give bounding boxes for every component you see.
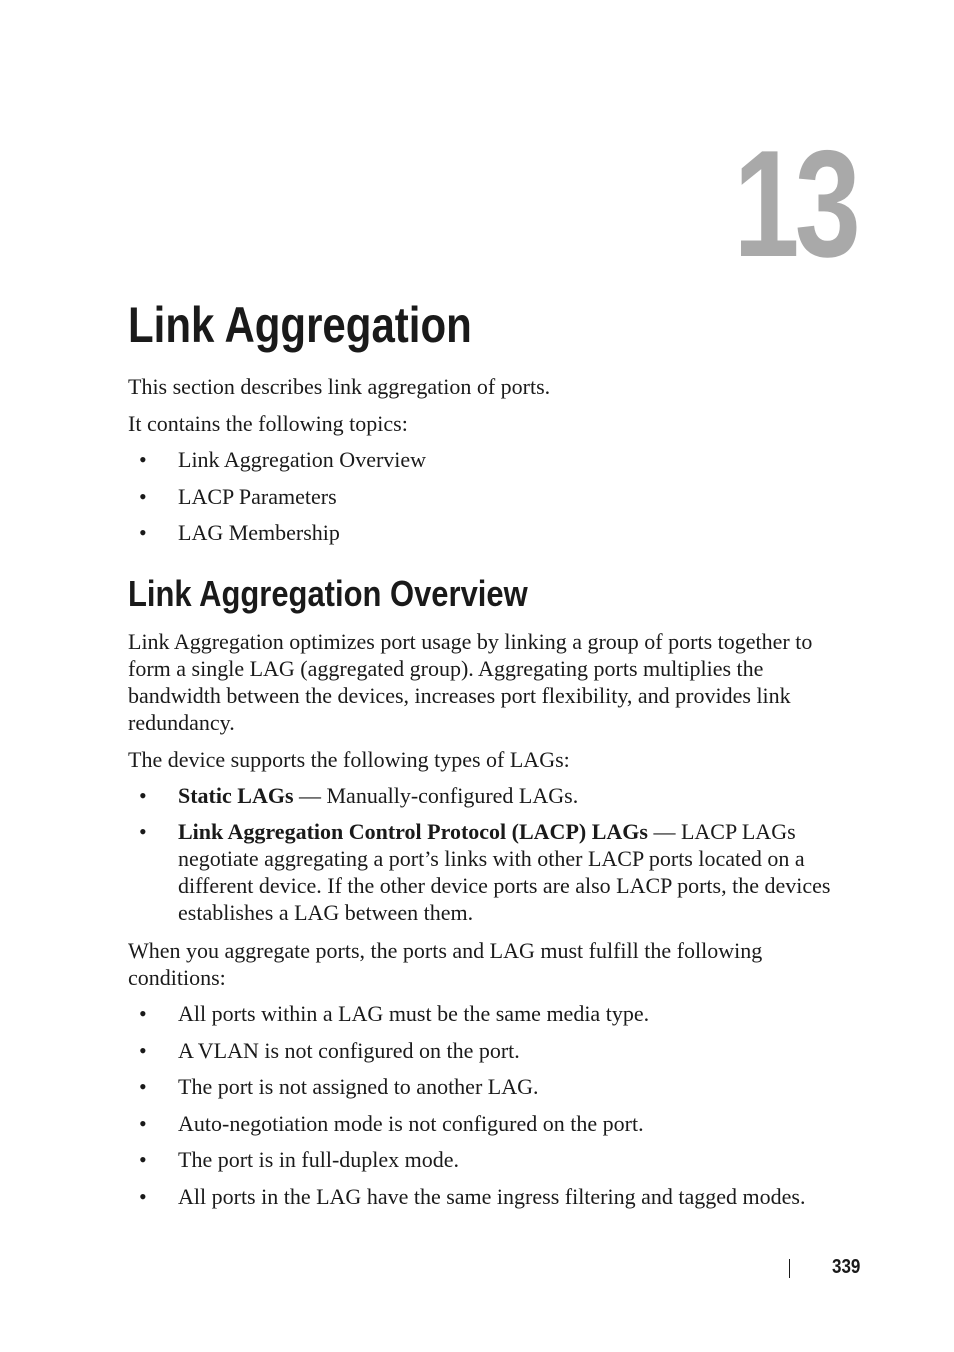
- lag-type-separator: —: [293, 783, 327, 808]
- topics-lead: It contains the following topics:: [128, 411, 408, 436]
- bullet-icon: •: [139, 1183, 147, 1209]
- list-item: [128, 483, 858, 510]
- condition-text: All ports within a LAG must be the same media type.: [178, 1001, 650, 1026]
- lag-types-list: [128, 782, 858, 935]
- list-item: [128, 1037, 858, 1064]
- list-item: [128, 1183, 858, 1210]
- bullet-icon: •: [139, 783, 147, 808]
- bullet-icon: •: [139, 520, 147, 545]
- bullet-icon: •: [139, 447, 147, 472]
- lag-types-lead: The device supports the following types of LAGs:: [128, 747, 570, 772]
- lag-type-term: Link Aggregation Control Protocol (LACP) LAGs: [178, 819, 648, 844]
- list-item: [128, 1110, 858, 1137]
- list-item: [128, 1000, 858, 1027]
- lag-type-separator: —: [647, 819, 681, 844]
- intro-description: This section describes link aggregation of ports.: [128, 374, 551, 399]
- section-heading: Link Aggregation Overview: [128, 573, 528, 614]
- condition-text: The port is in full-duplex mode.: [178, 1147, 460, 1172]
- list-item: [128, 1146, 858, 1173]
- list-item: [128, 1073, 858, 1100]
- list-item: [128, 782, 858, 809]
- bullet-icon: •: [139, 1110, 147, 1136]
- condition-text: All ports in the LAG have the same ingress filtering and tagged modes.: [178, 1183, 806, 1209]
- lag-type-description: Manually-configured LAGs.: [326, 783, 579, 808]
- condition-text: The port is not assigned to another LAG.: [178, 1074, 539, 1099]
- topics-list: [128, 446, 858, 556]
- bullet-icon: •: [139, 1074, 147, 1099]
- condition-text: Auto-negotiation mode is not configured on the port.: [178, 1110, 644, 1136]
- lag-type-term: Static LAGs: [178, 783, 294, 808]
- chapter-title: Link Aggregation: [128, 297, 472, 353]
- footer-divider: [789, 1259, 790, 1278]
- bullet-icon: •: [139, 1037, 147, 1063]
- bullet-icon: •: [139, 483, 147, 509]
- bullet-icon: •: [139, 1001, 147, 1026]
- page-number: 339: [831, 1256, 860, 1278]
- chapter-number: 13: [733, 119, 856, 289]
- condition-text: A VLAN is not configured on the port.: [178, 1037, 520, 1063]
- bullet-icon: •: [139, 1147, 147, 1172]
- topic-text: LACP Parameters: [178, 483, 337, 509]
- lag-type-description: LACP LAGs negotiate aggregating a port’s links with other LACP ports located on a different device. If the other device ports are also LACP ports, the devices establishes a LAG between them.: [178, 819, 831, 925]
- list-item: [128, 818, 858, 926]
- conditions-lead: When you aggregate ports, the ports and LAG must fulfill the following conditions:: [128, 938, 763, 990]
- bullet-icon: •: [139, 819, 147, 844]
- topic-text: Link Aggregation Overview: [178, 447, 427, 472]
- conditions-list: [128, 1000, 858, 1219]
- topic-text: LAG Membership: [178, 520, 340, 545]
- list-item: [128, 519, 858, 546]
- overview-paragraph: Link Aggregation optimizes port usage by linking a group of ports together to form a single LAG (aggregated group). Aggregating ports multiplies the bandwidth between the devices, increases port flexibility, and provides link redundancy.: [128, 629, 813, 735]
- list-item: [128, 446, 858, 473]
